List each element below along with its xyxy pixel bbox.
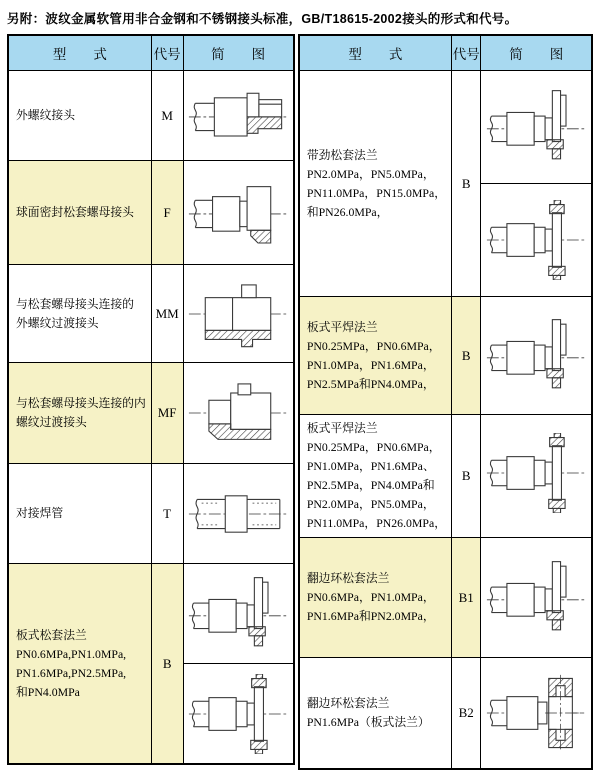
table-row <box>299 297 592 415</box>
type-line: PN1.0MPa，PN1.6MPa、 <box>306 459 435 473</box>
table-row <box>8 464 294 564</box>
type-line: PN1.0MPa，PN1.6MPa， <box>306 357 435 372</box>
type-line: 和PN4.0MPa <box>16 684 80 699</box>
code-cell: B2 <box>452 658 481 770</box>
male-thread-joint-diagram <box>184 71 293 160</box>
code-cell: MF <box>151 363 183 464</box>
type-line: PN11.0MPa，PN15.0MPa， <box>306 185 447 200</box>
table-row <box>299 538 592 658</box>
table-row <box>299 71 592 297</box>
header-code: 代号 <box>151 35 183 71</box>
plate-loose-flange-lower-diagram <box>184 664 293 763</box>
type-line: 板式平焊法兰 <box>306 421 378 435</box>
diagram-cell <box>481 71 592 297</box>
type-cell <box>8 564 151 765</box>
header-type: 型 式 <box>8 35 151 71</box>
type-cell <box>8 464 151 564</box>
table-row <box>8 71 294 161</box>
code-cell: B <box>151 564 183 765</box>
table-row <box>8 363 294 464</box>
type-line: PN2.5MPa和PN4.0MPa， <box>306 376 435 391</box>
type-line: PN11.0MPa，PN26.0MPa， <box>306 516 447 530</box>
type-line: 外螺纹过渡接头 <box>16 315 99 330</box>
type-line: 与松套螺母接头连接的 <box>16 296 134 311</box>
diagram-cell <box>183 464 294 564</box>
table-row <box>8 161 294 265</box>
table-row <box>8 265 294 363</box>
type-line: PN2.0MPa，PN5.0MPa， <box>306 166 435 181</box>
type-line: 翻边环松套法兰 <box>306 696 390 710</box>
type-line: PN0.25MPa，PN0.6MPa， <box>306 440 441 454</box>
type-line: PN2.0MPa，PN5.0MPa， <box>306 497 435 511</box>
type-line: 板式平焊法兰 <box>306 319 378 334</box>
neck-loose-flange-upper-diagram <box>481 71 591 184</box>
type-line: PN1.6MPa,PN2.5MPa, <box>16 665 127 680</box>
type-line: PN2.5MPa，PN4.0MPa和 <box>306 478 435 492</box>
diagram-cell <box>481 297 592 415</box>
diagram-cell <box>183 363 294 464</box>
fittings-table-right <box>298 34 593 770</box>
type-cell <box>8 265 151 363</box>
table-row <box>299 415 592 538</box>
type-line: 板式松套法兰 <box>16 627 87 642</box>
neck-loose-flange-lower-diagram <box>481 184 591 296</box>
flanged-ring-plate-flange-diagram <box>481 658 591 768</box>
spherical-loose-nut-joint-diagram <box>184 161 293 264</box>
table-row <box>299 658 592 770</box>
plate-loose-flange-upper-diagram <box>184 564 293 664</box>
diagram-cell <box>183 71 294 161</box>
plate-weld-flange-lower-diagram <box>481 415 591 531</box>
table-row <box>8 564 294 765</box>
code-cell: B <box>452 71 481 297</box>
diagram-cell <box>183 161 294 265</box>
diagram-cell <box>183 564 294 765</box>
code-cell: T <box>151 464 183 564</box>
type-line: PN0.6MPa,PN1.0MPa, <box>16 646 127 661</box>
type-line: 球面密封松套螺母接头 <box>16 205 134 219</box>
type-cell <box>299 658 452 770</box>
header-code: 代号 <box>452 35 481 71</box>
code-cell: M <box>151 71 183 161</box>
type-cell <box>299 297 452 415</box>
male-transition-nipple-diagram <box>184 265 293 362</box>
female-transition-nipple-diagram <box>184 363 293 463</box>
header-row <box>8 35 294 71</box>
type-line: 外螺纹接头 <box>16 108 75 122</box>
type-cell <box>8 71 151 161</box>
diagram-cell <box>183 265 294 363</box>
header-type: 型 式 <box>299 35 452 71</box>
flanged-ring-loose-flange-diagram <box>481 538 591 657</box>
code-cell: B1 <box>452 538 481 658</box>
type-line: PN0.25MPa，PN0.6MPa， <box>306 338 441 353</box>
header-row <box>299 35 592 71</box>
type-line: 螺纹过渡接头 <box>16 415 87 429</box>
fittings-table-left <box>7 34 295 765</box>
diagram-cell <box>481 538 592 658</box>
type-cell <box>299 415 452 538</box>
diagram-cell <box>481 658 592 770</box>
header-diagram: 简 图 <box>183 35 294 71</box>
type-cell <box>8 363 151 464</box>
type-cell <box>299 71 452 297</box>
type-line: 和PN26.0MPa， <box>306 204 389 219</box>
type-line: PN1.6MPa（板式法兰） <box>306 715 430 729</box>
code-cell: F <box>151 161 183 265</box>
code-cell: B <box>452 415 481 538</box>
type-line: 对接焊管 <box>16 506 64 520</box>
header-diagram: 简 图 <box>481 35 592 71</box>
tables-container <box>0 34 600 770</box>
type-line: 与松套螺母接头连接的内 <box>16 396 146 410</box>
code-cell: MM <box>151 265 183 363</box>
page-title: 另附：波纹金属软管用非合金钢和不锈钢接头标准，GB/T18615-2002接头的形式和代号。 <box>7 12 518 26</box>
type-line: PN1.6MPa和PN2.0MPa， <box>306 609 435 623</box>
type-cell <box>299 538 452 658</box>
type-cell <box>8 161 151 265</box>
plate-weld-flange-upper-diagram <box>481 297 591 414</box>
type-line: 翻边环松套法兰 <box>306 571 390 585</box>
type-line: 带劲松套法兰 <box>306 147 378 162</box>
butt-weld-pipe-diagram <box>184 464 293 563</box>
code-cell: B <box>452 297 481 415</box>
type-line: PN0.6MPa，PN1.0MPa， <box>306 590 435 604</box>
diagram-cell <box>481 415 592 538</box>
